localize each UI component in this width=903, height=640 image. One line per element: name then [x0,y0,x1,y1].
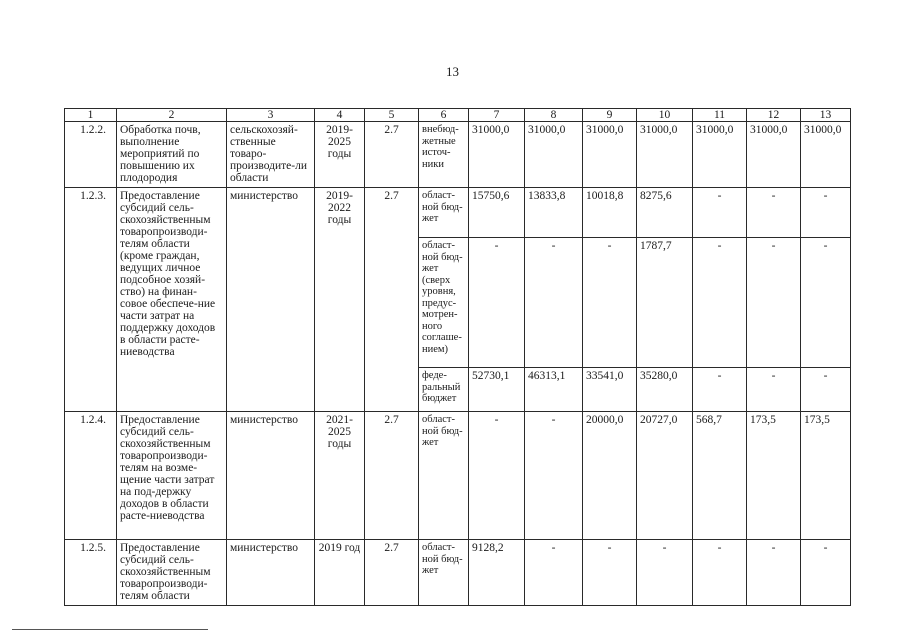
amount-cell: - [469,412,525,540]
measure-name: Предоставление субсидий сель-скохозяйственным товаропроизводи-телям области [117,540,227,606]
footer-rule [12,629,208,630]
header-cell: 5 [365,109,419,122]
goal-number: 2.7 [365,188,419,412]
measure-name: Предоставление субсидий сель-скохозяйственным товаропроизводи-телям на возме-щение части затрат на под-держку доходов в области расте-ниеводства [117,412,227,540]
funding-source: област-ной бюд-жет [419,540,469,606]
executor: министерство [227,412,315,540]
amount-cell: - [637,540,693,606]
header-cell: 9 [583,109,637,122]
amount-cell: - [801,238,851,368]
row-number: 1.2.5. [65,540,117,606]
amount-cell: 31000,0 [525,122,583,188]
amount-cell: - [693,540,747,606]
executor: министерство [227,188,315,412]
amount-cell: - [693,238,747,368]
amount-cell: - [693,188,747,238]
amount-cell: 1787,7 [637,238,693,368]
amount-cell: 20727,0 [637,412,693,540]
goal-number: 2.7 [365,122,419,188]
amount-cell: 10018,8 [583,188,637,238]
goal-number: 2.7 [365,540,419,606]
executor: сельскохозяй-ственные товаро-производите-ли области [227,122,315,188]
measure-name: Обработка почв, выполнение мероприятий по повышению их плодородия [117,122,227,188]
header-cell: 8 [525,109,583,122]
amount-cell: - [469,238,525,368]
amount-cell: 33541,0 [583,368,637,412]
amount-cell: - [525,412,583,540]
budget-table [64,108,851,606]
header-cell: 1 [65,109,117,122]
amount-cell: 31000,0 [693,122,747,188]
header-cell: 3 [227,109,315,122]
amount-cell: - [747,540,801,606]
goal-number: 2.7 [365,412,419,540]
amount-cell: - [583,238,637,368]
amount-cell: 9128,2 [469,540,525,606]
funding-source: област-ной бюд-жет [419,188,469,238]
header-row [65,109,851,122]
amount-cell: - [525,540,583,606]
amount-cell: - [747,188,801,238]
period: 2021-2025 годы [315,412,365,540]
amount-cell: - [801,368,851,412]
amount-cell: 8275,6 [637,188,693,238]
header-cell: 10 [637,109,693,122]
amount-cell: 31000,0 [801,122,851,188]
period: 2019-2022 годы [315,188,365,412]
amount-cell: - [525,238,583,368]
funding-source: област-ной бюд-жет [419,412,469,540]
amount-cell: - [801,188,851,238]
table-row [65,188,851,238]
funding-source: област-ной бюд-жет (сверх уровня, предус-мотрен-ного соглаше-нием) [419,238,469,368]
amount-cell: - [747,368,801,412]
row-number: 1.2.4. [65,412,117,540]
amount-cell: - [801,540,851,606]
amount-cell: 31000,0 [469,122,525,188]
amount-cell: 31000,0 [637,122,693,188]
measure-name: Предоставление субсидий сель-скохозяйственным товаропроизводи-телям области (кроме граждан, ведущих личное подсобное хозяй-ство) на финан-совое обеспече-ние части затрат на поддержку доходов в области расте-ниеводства [117,188,227,412]
table-row [65,412,851,540]
header-cell: 2 [117,109,227,122]
executor: министерство [227,540,315,606]
period: 2019 год [315,540,365,606]
header-cell: 11 [693,109,747,122]
table-row [65,122,851,188]
amount-cell: 173,5 [801,412,851,540]
row-number: 1.2.3. [65,188,117,412]
table-row [65,540,851,606]
period: 2019-2025 годы [315,122,365,188]
header-cell: 6 [419,109,469,122]
amount-cell: 20000,0 [583,412,637,540]
amount-cell: 13833,8 [525,188,583,238]
header-cell: 12 [747,109,801,122]
amount-cell: 35280,0 [637,368,693,412]
amount-cell: 46313,1 [525,368,583,412]
amount-cell: 568,7 [693,412,747,540]
amount-cell: 52730,1 [469,368,525,412]
amount-cell: - [747,238,801,368]
funding-source: феде-ральный бюджет [419,368,469,412]
amount-cell: - [693,368,747,412]
header-cell: 13 [801,109,851,122]
header-cell: 7 [469,109,525,122]
amount-cell: 31000,0 [583,122,637,188]
header-cell: 4 [315,109,365,122]
funding-source: внебюд-жетные источ-ники [419,122,469,188]
page-number: 13 [446,64,459,79]
amount-cell: 31000,0 [747,122,801,188]
row-number: 1.2.2. [65,122,117,188]
amount-cell: 15750,6 [469,188,525,238]
table-body [65,109,851,606]
amount-cell: 173,5 [747,412,801,540]
amount-cell: - [583,540,637,606]
